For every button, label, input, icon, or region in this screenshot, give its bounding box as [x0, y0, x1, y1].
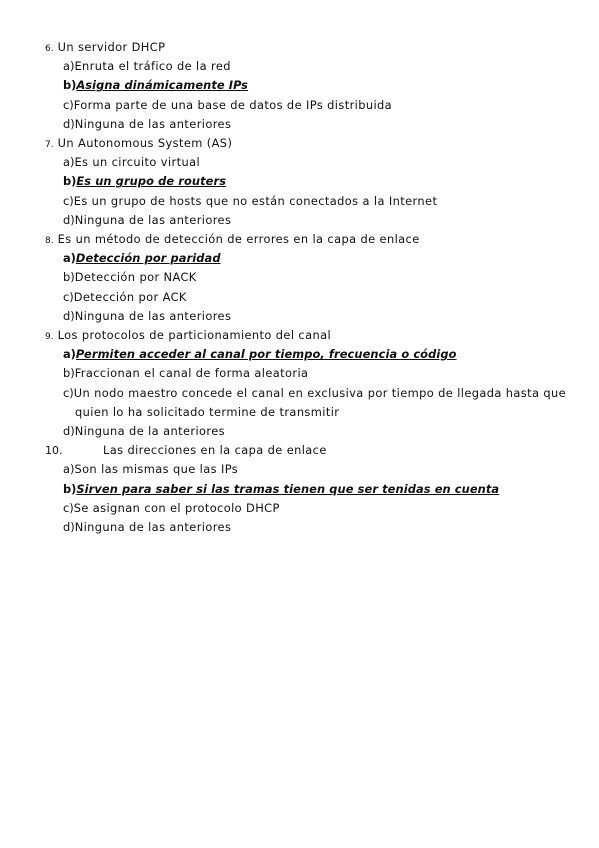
option-b-correct: [63, 480, 585, 499]
option-letter: b): [63, 366, 75, 381]
option-text: Detección por paridad: [75, 251, 221, 266]
question-stem: [45, 441, 585, 460]
question-number: 10.: [45, 444, 63, 458]
option-text: Es un circuito virtual: [74, 155, 201, 170]
option-d: [63, 518, 585, 537]
option-letter: c): [63, 97, 74, 112]
question-number: 7.: [45, 140, 54, 150]
option-a: [63, 153, 585, 172]
option-a-correct: [63, 249, 585, 268]
question-8: [45, 230, 585, 326]
option-b: [63, 268, 585, 287]
question-stem: [45, 230, 585, 249]
question-text: Las direcciones en la capa de enlace: [103, 443, 327, 458]
question-text: Los protocolos de particionamiento del canal: [57, 328, 332, 342]
option-b-correct: [63, 172, 585, 191]
question-number: 8.: [45, 236, 54, 246]
option-text: Enruta el tráfico de la red: [74, 59, 231, 74]
option-d: [63, 211, 585, 230]
option-list: [63, 153, 585, 230]
option-a: [63, 460, 585, 479]
question-list: [45, 38, 585, 537]
option-text: Son las mismas que las IPs: [74, 462, 239, 477]
option-letter: d): [63, 308, 75, 323]
option-c: [63, 288, 585, 307]
option-text: Sirven para saber si las tramas tienen que ser tenidas en cuenta: [76, 481, 500, 496]
option-list: [63, 460, 585, 537]
question-stem: [45, 38, 585, 57]
option-b-correct: [63, 76, 585, 95]
option-text: Forma parte de una base de datos de IPs distribuida: [73, 97, 393, 112]
option-letter: a): [63, 59, 75, 74]
option-text: Ninguna de las anteriores: [74, 308, 232, 323]
option-c: [63, 96, 585, 115]
option-c: [63, 192, 585, 211]
option-text: Es un grupo de routers: [76, 174, 227, 189]
option-letter: b): [63, 270, 75, 285]
option-letter: a): [63, 462, 75, 477]
option-text: Detección por ACK: [73, 289, 187, 304]
option-a: [63, 57, 585, 76]
question-text: Un servidor DHCP: [57, 40, 166, 54]
option-letter: a): [63, 251, 76, 266]
option-letter: b): [63, 78, 77, 93]
option-letter: c): [63, 500, 74, 515]
option-d: [63, 422, 585, 441]
option-letter: c): [63, 289, 74, 304]
option-text: Se asignan con el protocolo DHCP: [73, 500, 280, 515]
question-7: [45, 134, 585, 230]
option-text: Permiten acceder al canal por tiempo, frecuencia o código: [75, 347, 457, 362]
option-letter: c): [63, 385, 74, 400]
question-text: Un Autonomous System (AS): [57, 136, 233, 150]
option-letter: d): [63, 212, 75, 227]
option-b: [63, 364, 585, 383]
question-stem: [45, 134, 585, 153]
question-10: [45, 441, 585, 537]
option-text: Ninguna de la anteriores: [74, 424, 225, 438]
option-text: Asigna dinámicamente IPs: [76, 78, 249, 93]
option-letter: d): [63, 116, 75, 131]
option-text: Es un grupo de hosts que no están conectados a la Internet: [73, 193, 438, 208]
option-c: [63, 499, 585, 518]
question-number: 9.: [45, 332, 54, 342]
option-text: Detección por NACK: [74, 270, 197, 285]
option-letter: b): [63, 174, 77, 189]
question-text: Es un método de detección de errores en la capa de enlace: [57, 232, 420, 246]
option-a-correct: [63, 345, 585, 364]
option-c: [63, 384, 585, 422]
question-9: [45, 326, 585, 441]
question-stem: [45, 326, 585, 345]
option-letter: d): [63, 424, 75, 438]
option-letter: b): [63, 481, 77, 496]
option-text: Fraccionan el canal de forma aleatoria: [74, 366, 309, 381]
option-d: [63, 307, 585, 326]
option-text: Un nodo maestro concede el canal en exclusiva por tiempo de llegada hasta que quien lo ha solicitado termine de transmitir: [73, 385, 567, 419]
option-letter: c): [63, 193, 74, 208]
option-letter: d): [63, 520, 75, 534]
option-d: [63, 115, 585, 134]
option-letter: a): [63, 347, 76, 362]
option-letter: a): [63, 155, 75, 170]
option-text: Ninguna de las anteriores: [74, 116, 232, 131]
option-text: Ninguna de las anteriores: [74, 520, 232, 534]
question-number: 6.: [45, 44, 54, 54]
option-list: [63, 57, 585, 134]
option-list: [63, 345, 585, 441]
option-text: Ninguna de las anteriores: [74, 212, 232, 227]
question-6: [45, 38, 585, 134]
option-list: [63, 249, 585, 326]
